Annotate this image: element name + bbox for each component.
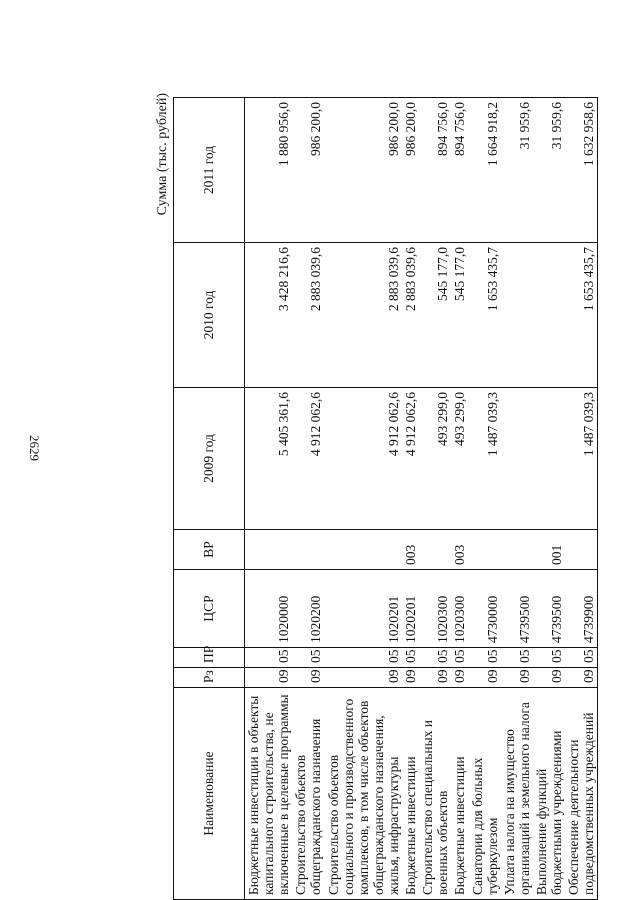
cell-vr: [419, 530, 451, 570]
cell-2010: 2 883 039,6: [325, 243, 403, 388]
page-number: 2629: [27, 435, 42, 461]
table-row: [292, 98, 324, 900]
cell-pr: 05: [419, 648, 451, 668]
cell-rz: 09: [565, 668, 598, 688]
cell-vr: 001: [533, 530, 565, 570]
cell-rz: 09: [419, 668, 451, 688]
cell-2009: [533, 388, 565, 530]
cell-csr: 1020200: [292, 570, 324, 648]
cell-pr: 05: [325, 648, 403, 668]
cell-rz: 09: [292, 668, 324, 688]
cell-name: Строительство объектов социального и производственного комплексов, в том числе объектов общегражданского назначения, жилья, инфраструктуры: [325, 688, 403, 900]
table-row: [245, 98, 293, 900]
cell-rz: 09: [533, 668, 565, 688]
cell-pr: 05: [292, 648, 324, 668]
table-row: [325, 98, 403, 900]
cell-2009: 493 299,0: [419, 388, 451, 530]
cell-csr: 4730000: [469, 570, 501, 648]
cell-vr: [325, 530, 403, 570]
table-row: [469, 98, 501, 900]
cell-2010: 1 653 435,7: [565, 243, 598, 388]
cell-vr: [245, 530, 293, 570]
cell-name: Строительство специальных и военных объектов: [419, 688, 451, 900]
cell-rz: 09: [451, 668, 468, 688]
cell-2011: 1 664 918,2: [469, 98, 501, 243]
table-row: [402, 98, 419, 900]
cell-name: Санатории для больных туберкулезом: [469, 688, 501, 900]
cell-name: Бюджетные инвестиции: [402, 688, 419, 900]
cell-vr: 003: [451, 530, 468, 570]
header-2010: 2010 год: [174, 243, 245, 388]
cell-name: Бюджетные инвестиции в объекты капитального строительства, не включенные в целевые программы: [245, 688, 293, 900]
cell-2010: 2 883 039,6: [402, 243, 419, 388]
cell-name: Уплата налога на имущество организаций и земельного налога: [501, 688, 533, 900]
cell-2010: 3 428 216,6: [245, 243, 293, 388]
header-name: Наименование: [174, 688, 245, 900]
cell-2011: 31 959,6: [533, 98, 565, 243]
cell-rz: 09: [325, 668, 403, 688]
cell-2011: 986 200,0: [292, 98, 324, 243]
cell-name: Выполнение функций бюджетными учреждениями: [533, 688, 565, 900]
table-row: [419, 98, 451, 900]
cell-name: Бюджетные инвестиции: [451, 688, 468, 900]
cell-csr: 4739900: [565, 570, 598, 648]
cell-rz: 09: [469, 668, 501, 688]
cell-csr: 4739500: [501, 570, 533, 648]
cell-2010: 1 653 435,7: [469, 243, 501, 388]
cell-rz: 09: [245, 668, 293, 688]
table-row: [533, 98, 565, 900]
cell-rz: 09: [402, 668, 419, 688]
cell-2011: 1 632 958,6: [565, 98, 598, 243]
cell-vr: [469, 530, 501, 570]
cell-2010: [533, 243, 565, 388]
cell-pr: 05: [402, 648, 419, 668]
cell-2010: 545 177,0: [451, 243, 468, 388]
header-rz: Рз: [174, 668, 245, 688]
table-row: [565, 98, 598, 900]
cell-2009: 1 487 039,3: [565, 388, 598, 530]
cell-pr: 05: [565, 648, 598, 668]
header-2011: 2011 год: [174, 98, 245, 243]
budget-table: [173, 97, 598, 900]
cell-2010: 2 883 039,6: [292, 243, 324, 388]
rotated-page-content: [155, 0, 640, 900]
cell-pr: 05: [451, 648, 468, 668]
cell-pr: 05: [501, 648, 533, 668]
cell-rz: 09: [501, 668, 533, 688]
cell-csr: 4739500: [533, 570, 565, 648]
cell-csr: 1020201: [402, 570, 419, 648]
cell-vr: [565, 530, 598, 570]
cell-vr: 003: [402, 530, 419, 570]
cell-vr: [501, 530, 533, 570]
cell-2010: [501, 243, 533, 388]
cell-name: Строительство объектов общегражданского назначения: [292, 688, 324, 900]
cell-2009: 4 912 062,6: [292, 388, 324, 530]
cell-2010: 545 177,0: [419, 243, 451, 388]
cell-2009: [501, 388, 533, 530]
cell-pr: 05: [245, 648, 293, 668]
cell-pr: 05: [533, 648, 565, 668]
cell-name: Обеспечение деятельности подведомственных учреждений: [565, 688, 598, 900]
header-2009: 2009 год: [174, 388, 245, 530]
cell-2009: 4 912 062,6: [325, 388, 403, 530]
cell-2009: 5 405 361,6: [245, 388, 293, 530]
cell-csr: 1020300: [451, 570, 468, 648]
cell-2009: 493 299,0: [451, 388, 468, 530]
cell-2009: 4 912 062,6: [402, 388, 419, 530]
unit-label: Сумма (тыс. рублей): [155, 93, 170, 216]
header-pr: ПР: [174, 648, 245, 668]
cell-pr: 05: [469, 648, 501, 668]
cell-vr: [292, 530, 324, 570]
header-csr: ЦСР: [174, 570, 245, 648]
table-row: [451, 98, 468, 900]
table-header-row: [174, 98, 245, 900]
cell-2011: 894 756,0: [419, 98, 451, 243]
cell-csr: 1020300: [419, 570, 451, 648]
header-vr: ВР: [174, 530, 245, 570]
table-row: [501, 98, 533, 900]
cell-2011: 1 880 956,0: [245, 98, 293, 243]
cell-2011: 986 200,0: [325, 98, 403, 243]
cell-2011: 894 756,0: [451, 98, 468, 243]
cell-2011: 31 959,6: [501, 98, 533, 243]
cell-2011: 986 200,0: [402, 98, 419, 243]
cell-csr: 1020201: [325, 570, 403, 648]
cell-2009: 1 487 039,3: [469, 388, 501, 530]
cell-csr: 1020000: [245, 570, 293, 648]
